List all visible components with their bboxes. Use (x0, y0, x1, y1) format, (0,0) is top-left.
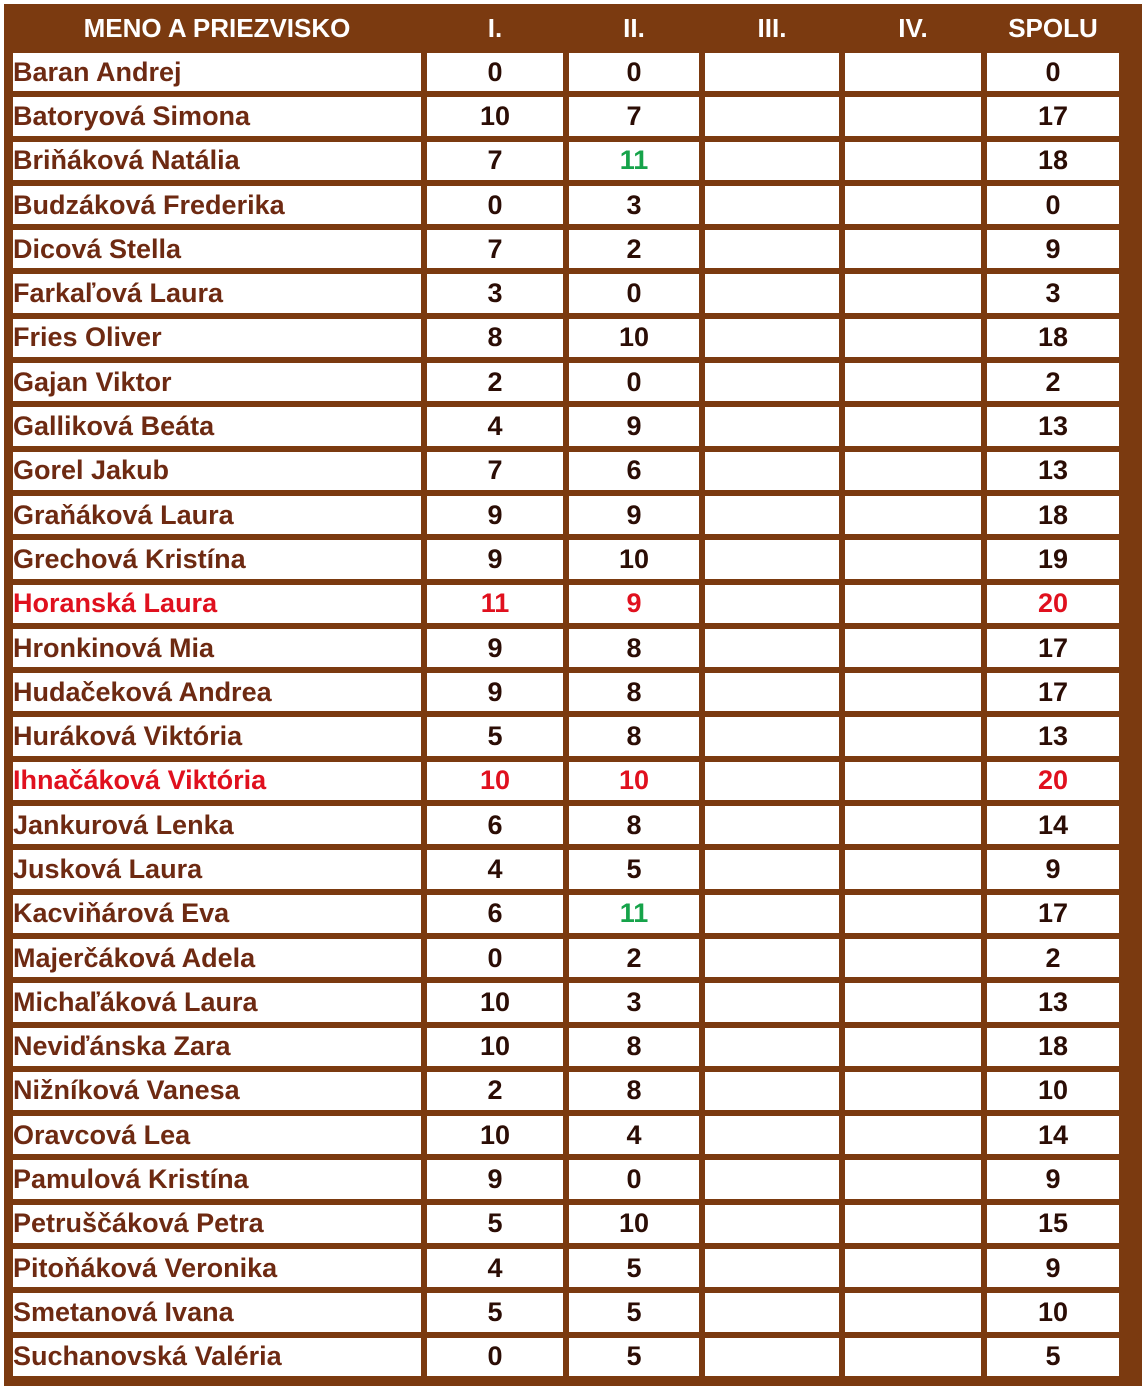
cell-round-1: 11 (427, 585, 563, 623)
cell-name: Jankurová Lenka (13, 806, 421, 844)
cell-total: 2 (987, 363, 1119, 401)
cell-name: Majerčáková Adela (13, 939, 421, 977)
cell-name: Hronkinová Mia (13, 629, 421, 667)
cell-total: 13 (987, 717, 1119, 755)
cell-round-4 (845, 717, 981, 755)
cell-name: Ihnačáková Viktória (13, 762, 421, 800)
cell-total: 17 (987, 673, 1119, 711)
cell-round-3 (705, 142, 839, 180)
cell-total: 13 (987, 407, 1119, 445)
cell-round-4 (845, 274, 981, 312)
cell-total: 20 (987, 762, 1119, 800)
cell-round-3 (705, 895, 839, 933)
table-row (13, 142, 1119, 180)
table-row (13, 895, 1119, 933)
cell-total: 15 (987, 1205, 1119, 1243)
cell-name: Oravcová Lea (13, 1116, 421, 1154)
header-row (13, 9, 1119, 47)
cell-round-2: 0 (569, 274, 699, 312)
cell-total: 9 (987, 1160, 1119, 1198)
cell-round-2: 2 (569, 230, 699, 268)
cell-round-3 (705, 97, 839, 135)
cell-round-1: 5 (427, 717, 563, 755)
cell-round-3 (705, 53, 839, 91)
cell-round-1: 9 (427, 629, 563, 667)
cell-round-3 (705, 540, 839, 578)
cell-round-3 (705, 1116, 839, 1154)
header-round-1: I. (487, 12, 503, 43)
table-row (13, 983, 1119, 1021)
cell-round-3 (705, 983, 839, 1021)
cell-total: 19 (987, 540, 1119, 578)
table-row (13, 1338, 1119, 1376)
cell-round-2: 8 (569, 1028, 699, 1066)
cell-total: 18 (987, 1028, 1119, 1066)
cell-round-4 (845, 496, 981, 534)
cell-name: Galliková Beáta (13, 407, 421, 445)
table-row (13, 230, 1119, 268)
cell-round-4 (845, 983, 981, 1021)
cell-round-4 (845, 1116, 981, 1154)
cell-round-2: 9 (569, 407, 699, 445)
cell-name: Suchanovská Valéria (13, 1338, 421, 1376)
cell-round-4 (845, 540, 981, 578)
header-round-3: III. (757, 12, 787, 43)
cell-round-1: 0 (427, 186, 563, 224)
cell-round-3 (705, 939, 839, 977)
table-row (13, 363, 1119, 401)
table-row (13, 1116, 1119, 1154)
cell-round-3 (705, 319, 839, 357)
table-row (13, 274, 1119, 312)
table-row (13, 496, 1119, 534)
cell-round-3 (705, 363, 839, 401)
table-row (13, 1160, 1119, 1198)
header-round-4: IV. (898, 12, 928, 43)
cell-total: 10 (987, 1072, 1119, 1110)
table-row (13, 319, 1119, 357)
cell-round-1: 7 (427, 452, 563, 490)
cell-name: Dicová Stella (13, 230, 421, 268)
cell-round-3 (705, 629, 839, 667)
cell-name: Nižníková Vanesa (13, 1072, 421, 1110)
table-row (13, 585, 1119, 623)
cell-round-3 (705, 496, 839, 534)
cell-total: 9 (987, 850, 1119, 888)
cell-round-4 (845, 806, 981, 844)
cell-round-1: 0 (427, 1338, 563, 1376)
cell-round-3 (705, 762, 839, 800)
cell-round-2: 8 (569, 629, 699, 667)
cell-name: Kacviňárová Eva (13, 895, 421, 933)
cell-round-3 (705, 1249, 839, 1287)
table-row (13, 762, 1119, 800)
cell-round-3 (705, 1205, 839, 1243)
cell-round-1: 9 (427, 673, 563, 711)
cell-total: 10 (987, 1293, 1119, 1331)
cell-name: Graňáková Laura (13, 496, 421, 534)
cell-name: Michaľáková Laura (13, 983, 421, 1021)
cell-total: 13 (987, 452, 1119, 490)
cell-round-2: 0 (569, 363, 699, 401)
cell-round-1: 10 (427, 1028, 563, 1066)
cell-total: 3 (987, 274, 1119, 312)
cell-round-2: 2 (569, 939, 699, 977)
table-row (13, 939, 1119, 977)
cell-name: Gorel Jakub (13, 452, 421, 490)
cell-round-2: 10 (569, 319, 699, 357)
cell-round-4 (845, 452, 981, 490)
cell-total: 0 (987, 53, 1119, 91)
cell-round-1: 3 (427, 274, 563, 312)
cell-total: 17 (987, 97, 1119, 135)
cell-round-2: 4 (569, 1116, 699, 1154)
cell-name: Farkaľová Laura (13, 274, 421, 312)
cell-round-1: 0 (427, 53, 563, 91)
cell-round-4 (845, 142, 981, 180)
cell-round-4 (845, 895, 981, 933)
cell-round-2: 5 (569, 1249, 699, 1287)
cell-total: 13 (987, 983, 1119, 1021)
cell-round-2: 10 (569, 1205, 699, 1243)
table-row (13, 1028, 1119, 1066)
cell-round-1: 4 (427, 850, 563, 888)
cell-round-2: 11 (569, 142, 699, 180)
cell-round-4 (845, 97, 981, 135)
cell-total: 14 (987, 806, 1119, 844)
score-table (7, 3, 1125, 1382)
cell-name: Jusková Laura (13, 850, 421, 888)
score-table-frame (4, 4, 1142, 1386)
cell-round-4 (845, 1205, 981, 1243)
cell-round-3 (705, 274, 839, 312)
header-name: MENO A PRIEZVISKO (83, 12, 351, 43)
cell-round-2: 11 (569, 895, 699, 933)
cell-round-2: 3 (569, 186, 699, 224)
cell-round-1: 9 (427, 496, 563, 534)
table-row (13, 1293, 1119, 1331)
table-row (13, 53, 1119, 91)
table-row (13, 1205, 1119, 1243)
cell-round-4 (845, 1249, 981, 1287)
cell-round-1: 8 (427, 319, 563, 357)
cell-round-1: 10 (427, 97, 563, 135)
cell-total: 0 (987, 186, 1119, 224)
cell-total: 9 (987, 230, 1119, 268)
table-row (13, 629, 1119, 667)
table-row (13, 97, 1119, 135)
cell-name: Pamulová Kristína (13, 1160, 421, 1198)
cell-name: Horanská Laura (13, 585, 421, 623)
cell-round-4 (845, 939, 981, 977)
cell-name: Batoryová Simona (13, 97, 421, 135)
cell-round-1: 4 (427, 407, 563, 445)
cell-round-2: 8 (569, 673, 699, 711)
table-row (13, 1072, 1119, 1110)
cell-round-4 (845, 53, 981, 91)
header-total: SPOLU (1008, 12, 1098, 43)
cell-round-2: 0 (569, 53, 699, 91)
cell-round-2: 9 (569, 585, 699, 623)
cell-round-2: 6 (569, 452, 699, 490)
cell-round-2: 3 (569, 983, 699, 1021)
cell-name: Pitoňáková Veronika (13, 1249, 421, 1287)
cell-round-4 (845, 1028, 981, 1066)
cell-round-3 (705, 407, 839, 445)
cell-name: Petruščáková Petra (13, 1205, 421, 1243)
cell-round-3 (705, 1160, 839, 1198)
cell-round-1: 9 (427, 540, 563, 578)
cell-total: 17 (987, 629, 1119, 667)
cell-round-3 (705, 806, 839, 844)
cell-name: Hudačeková Andrea (13, 673, 421, 711)
cell-round-4 (845, 319, 981, 357)
table-row (13, 540, 1119, 578)
cell-name: Huráková Viktória (13, 717, 421, 755)
cell-round-1: 6 (427, 895, 563, 933)
cell-total: 14 (987, 1116, 1119, 1154)
cell-round-2: 10 (569, 762, 699, 800)
cell-total: 18 (987, 496, 1119, 534)
cell-round-2: 8 (569, 717, 699, 755)
cell-round-4 (845, 1293, 981, 1331)
cell-name: Grechová Kristína (13, 540, 421, 578)
cell-round-4 (845, 1160, 981, 1198)
cell-round-1: 7 (427, 142, 563, 180)
table-row (13, 850, 1119, 888)
cell-round-2: 8 (569, 806, 699, 844)
cell-name: Neviďánska Zara (13, 1028, 421, 1066)
cell-round-1: 7 (427, 230, 563, 268)
cell-total: 2 (987, 939, 1119, 977)
cell-round-3 (705, 230, 839, 268)
cell-round-3 (705, 1072, 839, 1110)
table-row (13, 407, 1119, 445)
cell-round-4 (845, 186, 981, 224)
cell-round-3 (705, 585, 839, 623)
cell-round-4 (845, 1338, 981, 1376)
cell-round-2: 10 (569, 540, 699, 578)
cell-round-4 (845, 850, 981, 888)
cell-total: 20 (987, 585, 1119, 623)
cell-round-4 (845, 629, 981, 667)
cell-round-1: 6 (427, 806, 563, 844)
cell-total: 5 (987, 1338, 1119, 1376)
cell-round-3 (705, 673, 839, 711)
cell-total: 18 (987, 142, 1119, 180)
cell-round-4 (845, 673, 981, 711)
cell-round-3 (705, 1338, 839, 1376)
cell-round-1: 10 (427, 983, 563, 1021)
table-row (13, 717, 1119, 755)
cell-total: 17 (987, 895, 1119, 933)
cell-name: Briňáková Natália (13, 142, 421, 180)
cell-round-4 (845, 230, 981, 268)
cell-name: Smetanová Ivana (13, 1293, 421, 1331)
cell-round-4 (845, 407, 981, 445)
cell-round-1: 5 (427, 1205, 563, 1243)
cell-round-1: 10 (427, 1116, 563, 1154)
cell-round-1: 2 (427, 1072, 563, 1110)
cell-round-1: 2 (427, 363, 563, 401)
cell-round-1: 9 (427, 1160, 563, 1198)
table-row (13, 452, 1119, 490)
cell-round-3 (705, 186, 839, 224)
cell-round-2: 7 (569, 97, 699, 135)
cell-round-2: 5 (569, 1338, 699, 1376)
cell-round-1: 5 (427, 1293, 563, 1331)
table-row (13, 186, 1119, 224)
cell-round-2: 8 (569, 1072, 699, 1110)
cell-round-2: 9 (569, 496, 699, 534)
cell-name: Baran Andrej (13, 53, 421, 91)
cell-round-4 (845, 1072, 981, 1110)
cell-total: 18 (987, 319, 1119, 357)
cell-round-2: 5 (569, 1293, 699, 1331)
cell-round-4 (845, 585, 981, 623)
cell-name: Gajan Viktor (13, 363, 421, 401)
cell-round-1: 0 (427, 939, 563, 977)
cell-round-3 (705, 1028, 839, 1066)
cell-round-3 (705, 1293, 839, 1331)
cell-round-4 (845, 363, 981, 401)
cell-round-3 (705, 717, 839, 755)
cell-round-3 (705, 452, 839, 490)
table-row (13, 1249, 1119, 1287)
table-row (13, 673, 1119, 711)
cell-round-2: 5 (569, 850, 699, 888)
cell-round-1: 10 (427, 762, 563, 800)
cell-round-3 (705, 850, 839, 888)
cell-name: Budzáková Frederika (13, 186, 421, 224)
cell-round-1: 4 (427, 1249, 563, 1287)
cell-round-4 (845, 762, 981, 800)
table-row (13, 806, 1119, 844)
header-round-2: II. (623, 12, 645, 43)
cell-round-2: 0 (569, 1160, 699, 1198)
cell-total: 9 (987, 1249, 1119, 1287)
cell-name: Fries Oliver (13, 319, 421, 357)
